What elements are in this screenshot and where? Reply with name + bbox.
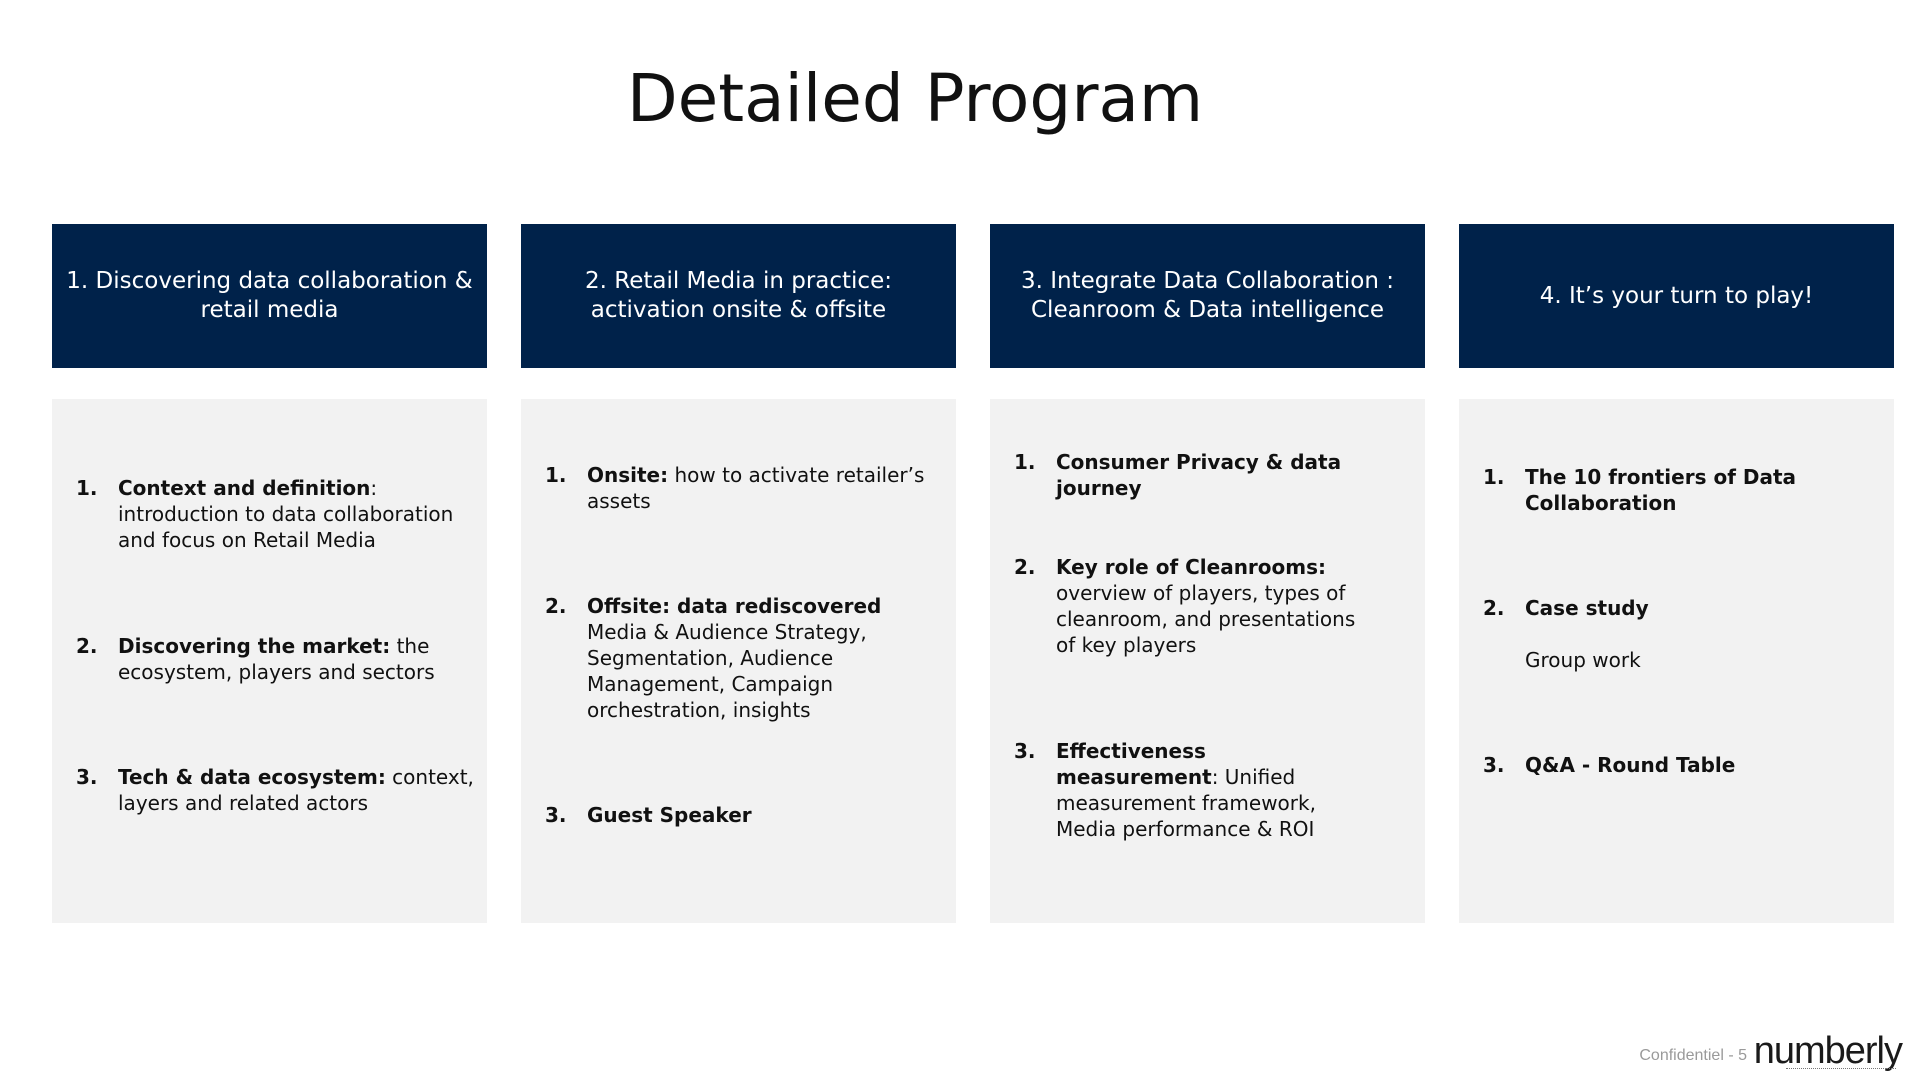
column-header: 1. Discovering data collaboration & retail media [52,224,487,368]
item-title: Offsite: data rediscovered [587,594,882,618]
item-number: 2. [76,634,98,658]
column-header: 4. It’s your turn to play! [1459,224,1894,368]
list-item [1483,595,1883,673]
item-description: overview of players, types of cleanroom, and presentations of key players [1056,581,1356,657]
item-number: 2. [545,594,567,618]
list-item [76,475,476,553]
list-item [1483,464,1803,516]
item-number: 3. [545,803,567,827]
list-item [545,802,945,828]
item-number: 1. [1483,465,1505,489]
item-description: context, layers and related actors [118,765,474,815]
list-item [1483,752,1883,778]
item-title: Onsite: [587,463,669,487]
item-description: the ecosystem, players and sectors [118,634,435,684]
item-number: 3. [1483,753,1505,777]
item-number: 1. [76,476,98,500]
column-body [1459,399,1894,923]
item-title: Tech & data ecosystem: [118,765,386,789]
item-number: 3. [1014,739,1036,763]
column-header: 3. Integrate Data Collaboration : Cleanroom & Data intelligence [990,224,1425,368]
item-title: Key role of Cleanrooms: [1056,555,1327,579]
column-body [990,399,1425,923]
item-title: Guest Speaker [587,803,752,827]
item-title: Discovering the market: [118,634,391,658]
page-title: Detailed Program [626,60,1204,137]
item-number: 1. [545,463,567,487]
item-description: : introduction to data collaboration and focus on Retail Media [118,476,454,552]
list-item [545,462,945,514]
column-body [52,399,487,923]
list-item [1014,554,1364,658]
item-title: Effectiveness measurement [1056,739,1212,789]
item-number: 2. [1014,555,1036,579]
item-number: 2. [1483,596,1505,620]
item-description: Media & Audience Strategy, Segmentation, Audience Management, Campaign orchestration, insights [587,620,867,722]
column-body [521,399,956,923]
list-item [545,593,905,723]
item-title: The 10 frontiers of Data Collaboration [1525,465,1797,515]
item-description: how to activate retailer’s assets [587,463,925,513]
list-item [76,764,476,816]
item-title: Q&A - Round Table [1525,753,1736,777]
list-item [76,633,476,685]
column-header: 2. Retail Media in practice: activation onsite & offsite [521,224,956,368]
item-title: Case study [1525,596,1649,620]
list-item [1014,449,1414,501]
item-title: Consumer Privacy & data journey [1056,450,1342,500]
item-number: 3. [76,765,98,789]
item-description: Group work [1525,648,1641,672]
item-number: 1. [1014,450,1036,474]
item-description: : Unified measurement framework, Media performance & ROI [1056,765,1316,841]
logo-tagline-mark [1786,1068,1896,1072]
item-title: Context and definition [118,476,371,500]
confidential-label: Confidentiel - 5 [1639,1047,1747,1064]
list-item [1014,738,1354,842]
numberly-logo: numberly [1753,1030,1902,1072]
